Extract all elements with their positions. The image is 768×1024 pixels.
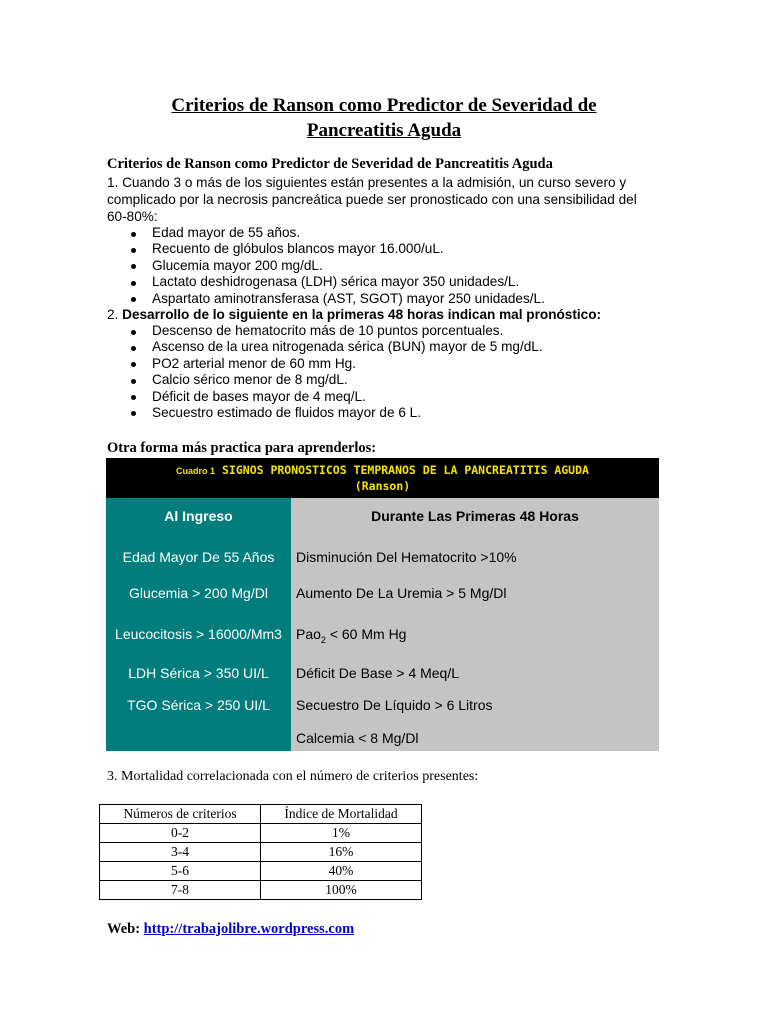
column-header: Números de criterios — [100, 805, 261, 824]
first-48h-column — [291, 498, 659, 751]
web-footer — [107, 921, 354, 938]
first-48h-item: Calcemia < 8 Mg/Dl — [296, 730, 419, 746]
first-48h-item: Déficit De Base > 4 Meq/L — [296, 665, 460, 681]
criteria-list-admission — [0, 225, 545, 307]
mortality-heading: 3. Mortalidad correlacionada con el número de criterios presentes: — [107, 769, 479, 784]
table-cell: 100% — [261, 881, 422, 900]
intro-paragraph: 1. Cuando 3 o más de los siguientes están presentes a la admisión, un curso severo y complicado por la necrosis pancreática puede ser pronosticado con una sensibilidad del 60-80%: — [107, 175, 637, 224]
figure-subtitle: (Ranson) — [354, 479, 411, 493]
first-48h-item: Aumento De La Uremia > 5 Mg/Dl — [296, 585, 507, 601]
figure-label: Cuadro 1 — [176, 466, 216, 476]
pao-subscript: 2 — [320, 634, 326, 645]
list-item: PO2 arterial menor de 60 mm Hg. — [0, 356, 543, 372]
mortality-table — [99, 804, 422, 900]
admission-item: Edad Mayor De 55 Años — [122, 549, 275, 565]
list-item: Descenso de hematocrito más de 10 puntos porcentuales. — [0, 323, 543, 339]
first-48h-item: Disminución Del Hematocrito >10% — [296, 549, 517, 565]
table-cell: 5-6 — [100, 862, 261, 881]
first-48h-item-pao2 — [296, 626, 406, 645]
ranson-table-figure — [106, 458, 659, 751]
criteria-list-48h — [0, 323, 543, 421]
title-line-2: Pancreatitis Aguda — [306, 120, 462, 141]
list-item: Aspartato aminotransferasa (AST, SGOT) mayor 250 unidades/L. — [0, 291, 545, 307]
table-cell: 1% — [261, 824, 422, 843]
table-cell: 0-2 — [100, 824, 261, 843]
table-row — [100, 881, 422, 900]
practical-form-heading: Otra forma más practica para aprenderlos: — [107, 440, 377, 456]
title-line-1: Criterios de Ranson como Predictor de Severidad de — [171, 95, 597, 116]
column-header: Índice de Mortalidad — [261, 805, 422, 824]
list-item: Glucemia mayor 200 mg/dL. — [0, 258, 545, 274]
point-2-heading — [107, 306, 601, 323]
document-title — [100, 93, 668, 143]
list-item: Lactato deshidrogenasa (LDH) sérica mayor 350 unidades/L. — [0, 274, 545, 290]
table-cell: 40% — [261, 862, 422, 881]
web-link[interactable]: http://trabajolibre.wordpress.com — [143, 921, 355, 937]
pao-value: < 60 Mm Hg — [325, 626, 407, 642]
admission-column — [106, 498, 291, 751]
admission-item: Glucemia > 200 Mg/Dl — [129, 585, 268, 601]
figure-title: SIGNOS PRONOSTICOS TEMPRANOS DE LA PANCREATITIS AGUDA — [222, 463, 589, 477]
subheading: Criterios de Ranson como Predictor de Severidad de Pancreatitis Aguda — [107, 156, 553, 172]
list-item: Ascenso de la urea nitrogenada sérica (BUN) mayor de 5 mg/dL. — [0, 339, 543, 355]
list-item: Edad mayor de 55 años. — [0, 225, 545, 241]
table-cell: 16% — [261, 843, 422, 862]
table-cell: 7-8 — [100, 881, 261, 900]
table-row — [100, 862, 422, 881]
first-48h-item: Secuestro De Líquido > 6 Litros — [296, 697, 493, 713]
point-2-number: 2. — [107, 307, 123, 322]
list-item: Recuento de glóbulos blancos mayor 16.000/uL. — [0, 241, 545, 257]
admission-item: TGO Sérica > 250 UI/L — [127, 697, 270, 713]
table-header-row — [100, 805, 422, 824]
admission-header: Al Ingreso — [164, 508, 233, 524]
point-2-text: Desarrollo de lo siguiente en la primeras 48 horas indican mal pronóstico: — [122, 307, 602, 322]
list-item: Déficit de bases mayor de 4 meq/L. — [0, 389, 543, 405]
table-row — [100, 824, 422, 843]
pao-label: Pao — [296, 626, 321, 642]
list-item: Secuestro estimado de fluidos mayor de 6 L. — [0, 405, 543, 421]
admission-item: Leucocitosis > 16000/Mm3 — [115, 626, 282, 642]
web-label: Web: — [107, 921, 144, 937]
list-item: Calcio sérico menor de 8 mg/dL. — [0, 372, 543, 388]
admission-item: LDH Sérica > 350 UI/L — [128, 665, 269, 681]
figure-header — [106, 458, 659, 498]
table-cell: 3-4 — [100, 843, 261, 862]
first-48h-header: Durante Las Primeras 48 Horas — [371, 508, 579, 524]
table-row — [100, 843, 422, 862]
figure-title-line-1 — [106, 463, 659, 477]
